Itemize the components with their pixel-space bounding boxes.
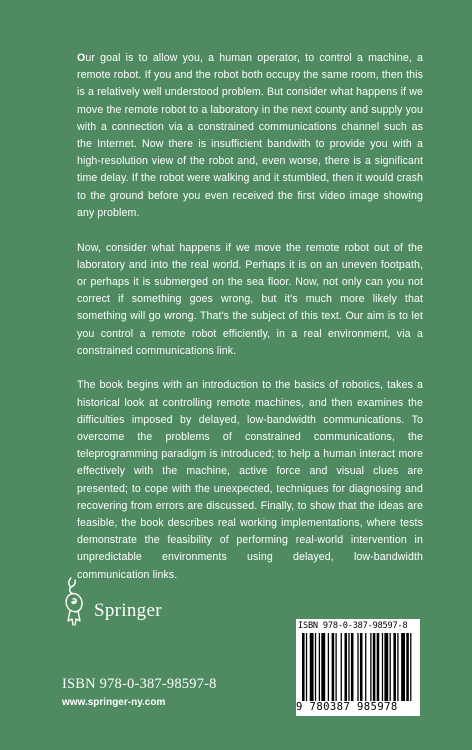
paragraph-text: The book begins with an introduction to the basics of robotics, takes a historical look at controlling remote machines, and then examines the difficulties imposed by delayed, low-bandwidth communications. To overcome the problems of constrained communications, the teleprogramming paradigm is introduced; to help a human interact more effectively with the machine, active force and visual clues are presented; to cope with the unexpected, techniques for diagnosing and recovering from errors are discussed. Finally, to show that the ideas are feasible, the book describes real working implementations, where tests demonstrate the feasibility of performing real-world intervention in unpredictable environments using delayed, low-bandwidth communication links. <box>77 379 423 581</box>
blurb-paragraph-3 <box>77 377 423 583</box>
barcode-bar <box>341 633 342 701</box>
drop-cap: O <box>77 52 86 64</box>
isbn-text: ISBN 978-0-387-98597-8 <box>62 676 217 692</box>
barcode-bar <box>335 633 336 701</box>
paragraph-text: Now, consider what happens if we move the remote robot out of the laboratory and into the real world. Perhaps it is on an uneven footpath, or perhaps it is submerged on the sea floor. Now, not only can you not correct if something goes wrong, but it's much more likely that something will go wrong. That's the subject of this text. Our aim is to let you control a remote robot efficiently, in a real environment, via a constrained communications link. <box>77 241 423 357</box>
barcode-bar <box>373 633 376 701</box>
barcode-bar <box>344 633 347 701</box>
barcode-bar <box>357 633 358 701</box>
barcode-bar <box>315 633 316 701</box>
paragraph-text: ur goal is to allow you, a human operator, to control a machine, a remote robot. If you and the robot both occupy the same room, then this is a relatively well understood problem. But consider what happens if we move the remote robot to a laboratory in the next county and supply you with a connection via a constrained communications channel such as the Internet. Now there is insufficient bandwith to provide you with a high-resolution view of the robot and, even worse, there is a significant time delay. If the robot were walking and it stumbled, then it would crash to the ground before you even received the first video image showing any problem. <box>77 52 423 219</box>
springer-knight-logo-icon <box>62 575 88 627</box>
barcode-bar <box>384 633 388 701</box>
barcode-icon <box>300 633 416 701</box>
barcode-bar <box>382 633 383 701</box>
barcode-bar <box>321 633 325 701</box>
barcode-bar <box>302 633 305 701</box>
barcode-bar <box>365 633 366 701</box>
barcode <box>296 619 420 716</box>
barcode-bar <box>348 633 349 701</box>
blurb-paragraph-2 <box>77 240 423 360</box>
barcode-bar <box>390 633 391 701</box>
barcode-bar <box>306 633 307 701</box>
publisher-url: www.springer-ny.com <box>62 697 166 708</box>
publisher-name: Springer <box>94 600 162 621</box>
barcode-bar <box>360 633 363 701</box>
barcode-bar <box>332 633 335 701</box>
barcode-bar <box>410 633 411 701</box>
barcode-bar <box>351 633 354 701</box>
barcode-bar <box>319 633 320 701</box>
barcode-bar <box>370 633 371 701</box>
blurb-paragraph-1 <box>77 50 423 222</box>
barcode-bar <box>401 633 405 701</box>
blurb-text <box>77 50 423 601</box>
barcode-bar <box>377 633 380 701</box>
barcode-bar <box>397 633 398 701</box>
barcode-isbn-label: ISBN 978-0-387-98597-8 <box>298 621 408 631</box>
publisher-logo <box>62 575 202 635</box>
barcode-bar <box>406 633 409 701</box>
barcode-digits: 9 780387 985978 <box>296 701 398 713</box>
barcode-bar <box>393 633 396 701</box>
barcode-bar <box>328 633 329 701</box>
barcode-bar <box>310 633 314 701</box>
